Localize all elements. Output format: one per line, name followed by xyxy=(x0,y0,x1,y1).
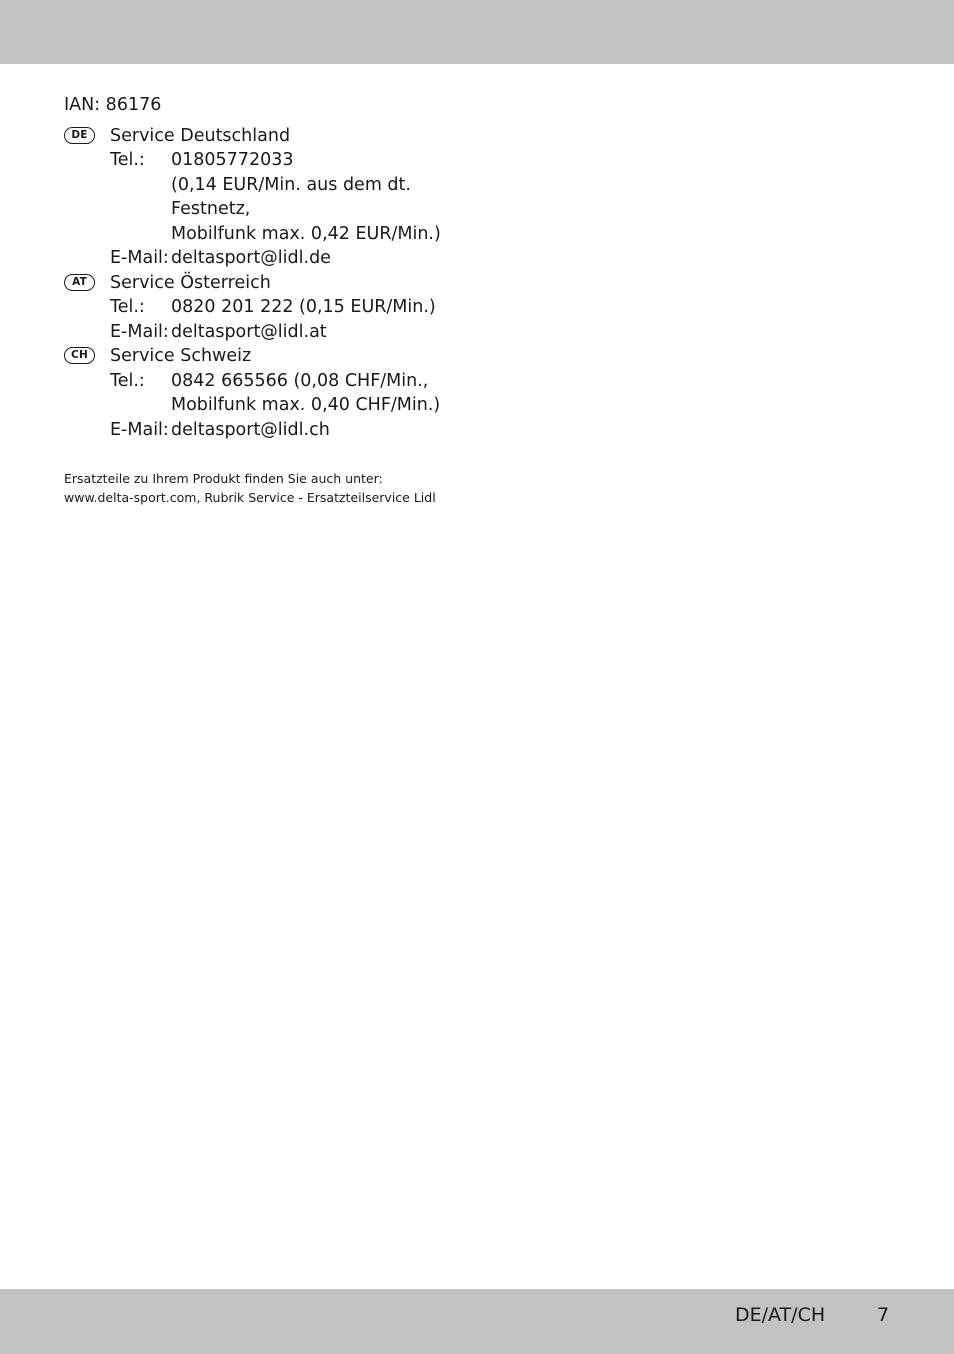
tel-value-line: Mobilfunk max. 0,40 CHF/Min.) xyxy=(171,395,441,415)
tel-label: Tel.: xyxy=(110,370,145,391)
service-title: Service Österreich xyxy=(110,272,271,293)
header-band xyxy=(0,0,954,64)
email-label: E-Mail: xyxy=(110,248,169,268)
email-link[interactable]: deltasport@lidl.de xyxy=(171,248,331,268)
note-line: Ersatzteile zu Ihrem Produkt finden Sie auch unter: xyxy=(64,471,383,486)
page-number: 7 xyxy=(877,1304,890,1326)
note-line-url: www.delta-sport.com, Rubrik Service - Ersatzteilservice Lidl xyxy=(64,490,436,505)
service-block-at xyxy=(64,271,504,345)
tel-value: 01805772033 xyxy=(171,150,294,170)
country-badge-ch: CH xyxy=(64,347,95,364)
service-block-ch xyxy=(64,344,504,442)
tel-label: Tel.: xyxy=(110,297,145,317)
service-block-de xyxy=(64,124,504,271)
footer-language-codes: DE/AT/CH xyxy=(735,1304,826,1326)
service-title: Service Schweiz xyxy=(110,346,252,366)
tel-value-line: Festnetz, xyxy=(171,199,251,219)
service-section xyxy=(64,93,504,507)
email-label: E-Mail: xyxy=(110,419,169,440)
tel-value: 0820 201 222 (0,15 EUR/Min.) xyxy=(171,297,436,317)
email-link[interactable]: deltasport@lidl.at xyxy=(171,321,327,342)
tel-value: 0842 665566 (0,08 CHF/Min., xyxy=(171,370,429,391)
spare-parts-note xyxy=(64,469,504,507)
email-label: E-Mail: xyxy=(110,321,169,342)
country-badge-at: AT xyxy=(64,274,95,291)
tel-value-line: (0,14 EUR/Min. aus dem dt. xyxy=(171,174,411,195)
tel-value-line: Mobilfunk max. 0,42 EUR/Min.) xyxy=(171,223,441,244)
tel-label: Tel.: xyxy=(110,150,145,170)
service-title: Service Deutschland xyxy=(110,125,291,146)
email-link[interactable]: deltasport@lidl.ch xyxy=(171,419,330,440)
country-badge-de: DE xyxy=(64,127,95,144)
ian-number: IAN: 86176 xyxy=(64,95,162,115)
